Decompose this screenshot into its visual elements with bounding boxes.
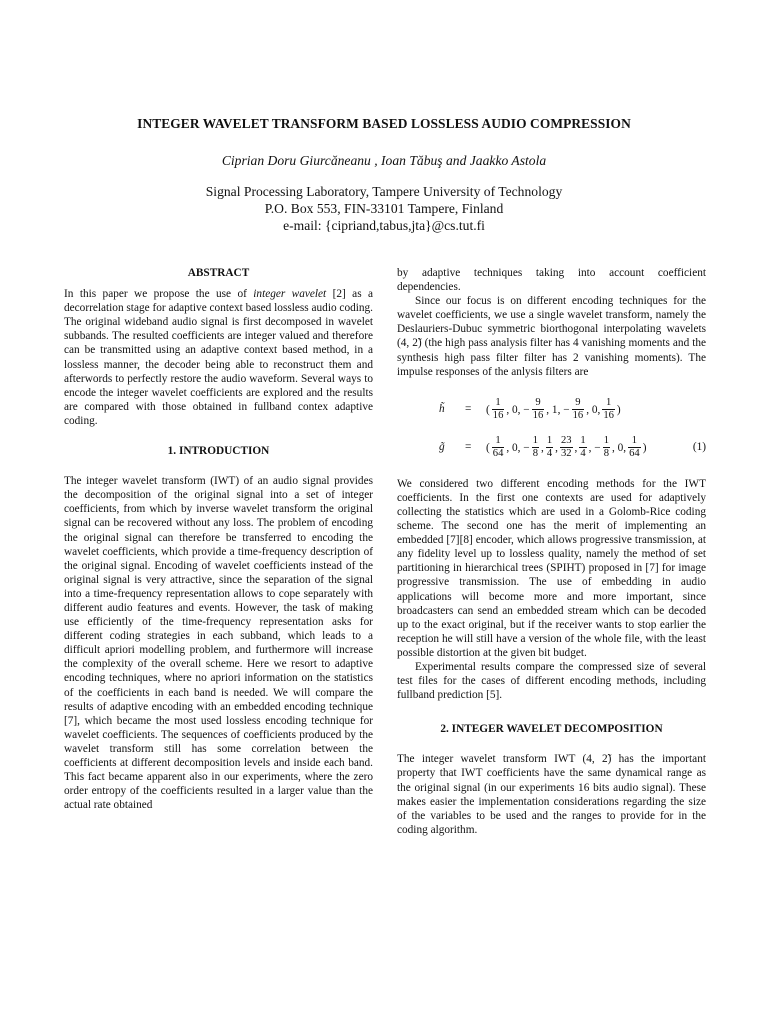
fraction-numerator: 9 — [575, 397, 581, 409]
paper-authors: Ciprian Doru Giurcăneanu , Ioan Tăbuş and Jaakko Astola — [221, 153, 547, 168]
close-paren: ) — [616, 403, 621, 416]
fraction-numerator: 1 — [495, 435, 501, 447]
equation-g-coefficients — [485, 431, 647, 465]
equation-separator: , — [540, 441, 544, 454]
abstract-emphasis: integer wavelet — [253, 288, 327, 301]
equation-separator: , 1, − — [546, 403, 570, 416]
affiliation-line-email: e-mail: {cipriand,tabus,jta}@cs.tut.fi — [283, 218, 485, 233]
equation-1 — [397, 393, 706, 469]
equation-h-symbol: h̃ — [439, 402, 445, 415]
abstract-text — [64, 287, 373, 428]
affiliation-line-address: P.O. Box 553, FIN-33101 Tampere, Finland — [264, 201, 504, 216]
fraction-term — [560, 435, 573, 460]
fraction-numerator: 1 — [580, 435, 586, 447]
fraction-denominator: 8 — [532, 448, 538, 460]
equation-separator: , 0, — [586, 403, 601, 416]
fraction-numerator: 1 — [495, 397, 501, 409]
equation-separator: , 0, — [611, 441, 627, 454]
fraction-term — [492, 397, 505, 422]
fraction-term — [602, 397, 615, 422]
affiliation-line-lab: Signal Processing Laboratory, Tampere University of Technology — [205, 184, 563, 199]
fraction-numerator: 1 — [532, 435, 538, 447]
fraction-term — [532, 397, 545, 422]
fraction-numerator: 9 — [535, 397, 541, 409]
section-2-text: The integer wavelet transform IWT (4, 2̃) has the important property that IWT coefficients have the same dynamical range as the original signal (in our experiments 16 bits audio signal). These makes easier the implementation considerations regarding the size of the variables to be used and the ranges to provide for in the coding algorithm. — [397, 753, 706, 836]
fraction-term — [532, 435, 539, 460]
fraction-numerator: 23 — [560, 435, 572, 447]
fraction-numerator: 1 — [603, 435, 609, 447]
abstract-text-start: In this paper we propose the use of — [64, 288, 254, 301]
fraction-numerator: 1 — [605, 397, 612, 409]
encoding-methods-paragraph: We considered two different encoding methods for the IWT coefficients. In the first one contexts are used for adaptively collecting the statistics which are used in a Golomb-Rice coding scheme. The second one has the merit of implementing an embedded [7][8] encoder, which allows progressive transmission, at any fidelity level up to lossless quality, namely the method of set partitioning in hierarchical trees (SPIHT) proposed in [7] for image progressive transmission. The use of embedding in audio applications will become more and more important, since broadcasters can send an embedded stream which can be decoded up to the exact original, but if the receiver wants to stop earlier the reception he will still have a version of the whole file, with the least possible distortion at the given bit budget. — [397, 477, 706, 659]
close-paren: ) — [642, 441, 647, 454]
fraction-term — [579, 435, 586, 460]
author-affiliation — [40, 183, 728, 234]
fraction-denominator: 4 — [546, 448, 553, 460]
equation-separator: , 0, − — [506, 441, 530, 454]
equation-h-coefficients — [485, 393, 622, 427]
fraction-denominator: 8 — [603, 448, 609, 460]
equation-separator: , — [574, 441, 578, 454]
fraction-numerator: 1 — [546, 435, 553, 447]
open-paren: ( — [486, 441, 490, 454]
fraction-term — [628, 435, 641, 460]
paper-title: INTEGER WAVELET TRANSFORM BASED LOSSLESS AUDIO COMPRESSION — [137, 116, 631, 131]
fraction-denominator: 16 — [572, 410, 584, 422]
equation-separator: , − — [588, 441, 601, 454]
introduction-heading: 1. INTRODUCTION — [167, 445, 270, 458]
introduction-text: The integer wavelet transform (IWT) of an audio signal provides the decomposition of the original signal into a set of integer coefficients, from which by inverse wavelet transform the original signal can be recovered without any loss. The problem of encoding the original signal can therefore be transferred to encoding the wavelet coefficients, which provide a time-frequency description of the original signal. Encoding of wavelet coefficients instead of the original signal is very attractive, since the separation of the signal into a time-frequency representation allows to cope separately with different audio features and events. However, the task of making use efficiently of the time-frequency representation asks for different coding strategies in each subband, which leads to a difficult apriori modelling problem, and furthermore will increase the complexity of the overall scheme. Here we resort to adaptive encoding techniques, where no apriori information on the statistics of the coefficients in each band is needed. We will compare the results of adaptive encoding with an embedded encoding technique [7], which became the most used lossless encoding technique for wavelet coefficients. The sequences of coefficients produced by the wavelet transform still has some correlation between the coefficients at different decomposition levels and inside each band. This fact became apparent also in our experiments, where the zero order entropy of the coefficients resulted in a larger value than the actual rate obtained — [64, 475, 373, 812]
equation-g-symbol: g̃ — [439, 440, 445, 453]
fraction-denominator: 64 — [492, 448, 504, 460]
equation-separator: , — [555, 441, 558, 454]
right-column — [397, 266, 706, 837]
abstract-heading: ABSTRACT — [187, 267, 250, 279]
fraction-term — [492, 435, 505, 460]
fraction-numerator: 1 — [631, 435, 638, 447]
equation-number: (1) — [692, 440, 706, 453]
wavelet-choice-paragraph: Since our focus is on different encoding techniques for the wavelet coefficients, we use a single wavelet transform, namely the Deslauriers-Dubuc symmetric biorthogonal interpolating wavelets (4, 2̃) (the high pass analysis filter has 4 vanishing moments and the synthesis high pass filter filter has 2 vanishing moments). The impulse responses of the anlysis filters are — [397, 295, 706, 378]
open-paren: ( — [486, 403, 490, 416]
fraction-denominator: 16 — [492, 410, 504, 422]
fraction-term — [572, 397, 585, 422]
fraction-denominator: 64 — [629, 448, 640, 460]
abstract-text-end: [2] as a decorrelation stage for adaptive context based lossless audio coding. The original wideband audio signal is first decomposed in wavelet subbands. The resulted coefficients are integer valued and therefore can be transmitted using an adaptive context based method, in a lossless manner, the decoder being able to reconstruct them and afterwords to perfectly restore the audio waveform. Several ways to encode the integer wavelet coefficients are explored and the results are compared with those obtained in fullband contex adaptive coding. — [64, 288, 374, 427]
equation-separator: , 0, − — [506, 403, 530, 416]
right-continuation-text: by adaptive techniques taking into account coefficient dependencies. — [397, 267, 706, 294]
experimental-results-paragraph: Experimental results compare the compressed size of several test files for the cases of different encoding methods, including fullband prediction [5]. — [397, 660, 706, 702]
fraction-term — [546, 435, 553, 460]
equation-g-equals: = — [465, 440, 472, 453]
fraction-denominator: 4 — [580, 448, 586, 460]
fraction-term — [603, 435, 610, 460]
equation-h-equals: = — [465, 402, 472, 415]
fraction-denominator: 16 — [532, 410, 544, 422]
section-2-heading: 2. INTEGER WAVELET DECOMPOSITION — [440, 723, 663, 736]
equation-row-g — [397, 431, 706, 465]
fraction-denominator: 16 — [603, 410, 614, 422]
equation-row-h — [397, 393, 706, 427]
left-column — [64, 266, 373, 812]
fraction-denominator: 32 — [560, 448, 572, 460]
